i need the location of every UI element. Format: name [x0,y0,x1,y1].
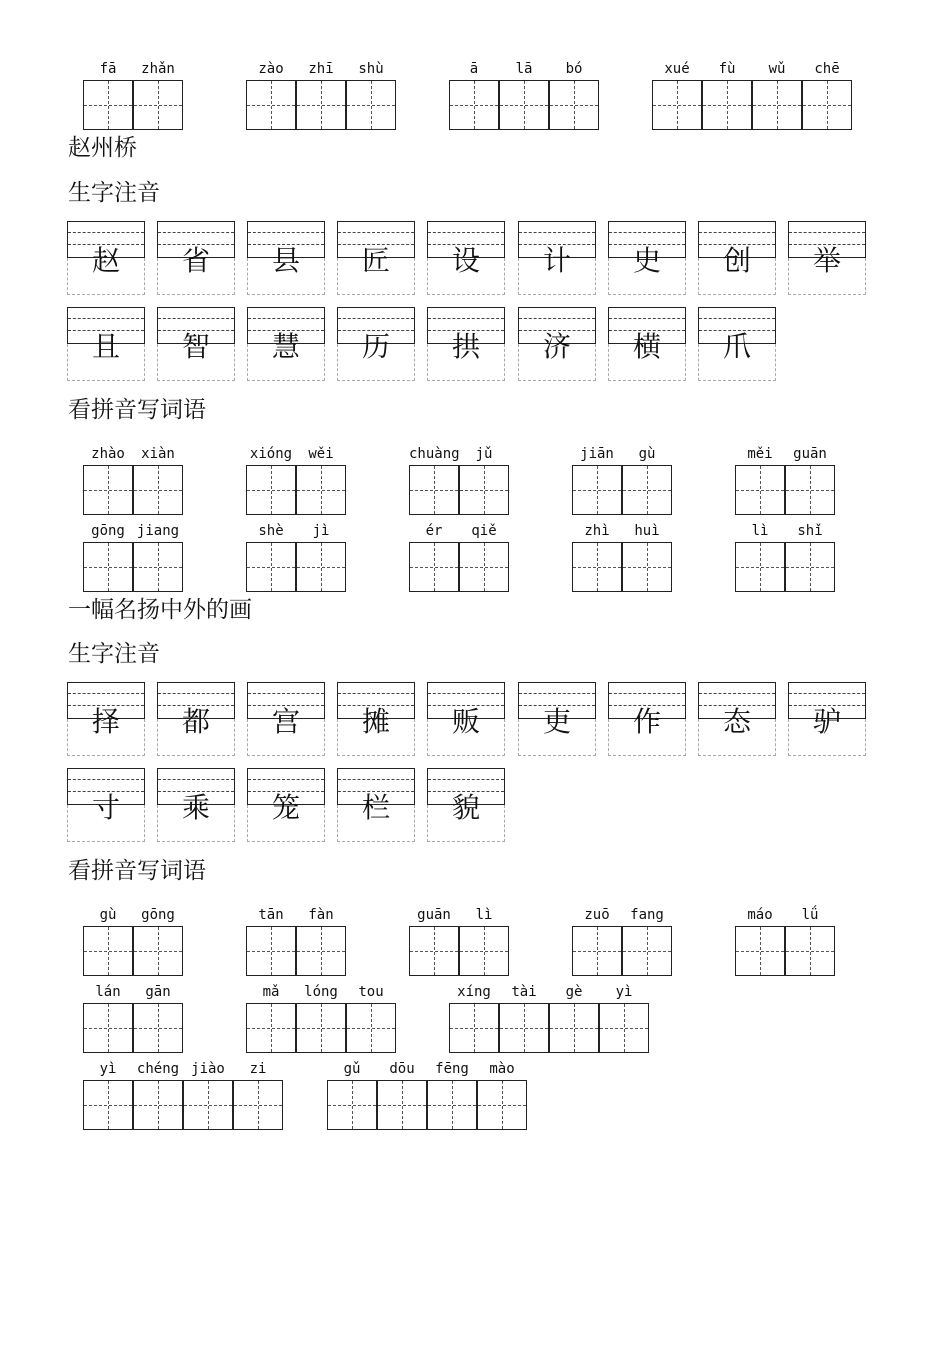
chinese-character: 择 [91,705,120,738]
guide-line [158,232,234,233]
tianzige-writing-box[interactable] [459,926,509,976]
tianzige-writing-box[interactable] [133,465,183,515]
tianzige-writing-box[interactable] [752,80,802,130]
chinese-character: 貌 [451,791,480,824]
chinese-character: 县 [271,244,300,277]
guide-line [428,318,504,319]
char-annotation-cell [608,307,686,381]
guide-line [297,105,345,106]
tianzige-writing-box[interactable] [346,1003,396,1053]
guide-line [609,693,685,694]
tianzige-writing-box[interactable] [296,465,346,515]
guide-line [247,105,295,106]
char-annotation-cell [608,682,686,756]
chinese-character: 计 [542,244,571,277]
pinyin-label: gè [565,984,583,1000]
pinyin-label: lā [515,61,533,77]
pinyin-label: shù [358,61,384,77]
pinyin-label: lóng [304,984,338,1000]
tianzige-writing-box[interactable] [246,80,296,130]
tianzige-writing-box[interactable] [183,1080,233,1130]
tianzige-writing-box[interactable] [459,465,509,515]
tianzige-writing-box[interactable] [599,1003,649,1053]
guide-line [500,1028,548,1029]
guide-line [478,1105,526,1106]
guide-line [573,567,621,568]
pinyin-label: fā [99,61,117,77]
pinyin-label: shè [258,523,284,539]
char-annotation-cell [698,221,776,295]
tianzige-writing-box[interactable] [622,465,672,515]
guide-line [134,105,182,106]
pinyin-label: wǔ [768,61,786,77]
pinyin-label: gù [99,907,117,923]
tianzige-writing-box[interactable] [499,1003,549,1053]
pinyin-label: gù [638,446,656,462]
char-annotation-cell [337,221,415,295]
guide-line [753,105,801,106]
guide-line [297,1028,345,1029]
char-annotation-cell [157,221,235,295]
tianzige-writing-box[interactable] [652,80,702,130]
pinyin-label: qiě [471,523,497,539]
guide-line [699,232,775,233]
char-annotation-cell [67,768,145,842]
char-annotation-cell [247,682,325,756]
pinyin-label: lì [475,907,493,923]
pinyin-label: xíng [457,984,491,1000]
chinese-character: 栏 [361,791,390,824]
tianzige-writing-box[interactable] [133,1003,183,1053]
char-annotation-cell [337,768,415,842]
tianzige-writing-box[interactable] [377,1080,427,1130]
pinyin-label: fēng [435,1061,469,1077]
tianzige-writing-box[interactable] [83,926,133,976]
guide-line [623,567,671,568]
char-annotation-cell [157,307,235,381]
pinyin-label: xiàn [141,446,175,462]
tianzige-writing-box[interactable] [83,1080,133,1130]
tianzige-writing-box[interactable] [246,465,296,515]
guide-line [699,693,775,694]
tianzige-writing-box[interactable] [549,80,599,130]
pinyin-label: zhào [91,446,125,462]
tianzige-writing-box[interactable] [133,1080,183,1130]
char-annotation-cell [518,307,596,381]
guide-line [68,693,144,694]
tianzige-writing-box[interactable] [296,80,346,130]
pinyin-label: jì [312,523,330,539]
guide-line [460,951,508,952]
tianzige-writing-box[interactable] [246,926,296,976]
pinyin-label: tān [258,907,284,923]
lesson1-chars-heading: 生字注音 [68,180,160,206]
guide-line [338,318,414,319]
chinese-character: 历 [361,330,390,363]
guide-line [247,567,295,568]
guide-line [347,105,395,106]
pinyin-label: zhì [584,523,610,539]
char-annotation-cell [518,682,596,756]
guide-line [786,567,834,568]
tianzige-writing-box[interactable] [477,1080,527,1130]
chinese-character: 爪 [722,330,751,363]
pinyin-label: fang [630,907,664,923]
guide-line [410,951,458,952]
pinyin-label: shǐ [797,523,823,539]
pinyin-label: xióng [249,446,293,462]
tianzige-writing-box[interactable] [622,542,672,592]
guide-line [134,1028,182,1029]
pinyin-label: dōu [389,1061,415,1077]
char-annotation-cell [67,682,145,756]
char-annotation-cell [247,307,325,381]
guide-line [134,567,182,568]
chinese-character: 济 [542,330,571,363]
tianzige-writing-box[interactable] [233,1080,283,1130]
pinyin-label: zhǎn [141,61,175,77]
pinyin-label: zào [258,61,284,77]
tianzige-writing-box[interactable] [246,1003,296,1053]
chinese-character: 吏 [542,705,571,738]
tianzige-writing-box[interactable] [346,80,396,130]
char-annotation-cell [788,682,866,756]
guide-line [84,490,132,491]
guide-line [803,105,851,106]
guide-line [184,1105,232,1106]
guide-line [338,779,414,780]
tianzige-writing-box[interactable] [327,1080,377,1130]
tianzige-writing-box[interactable] [296,926,346,976]
guide-line [84,951,132,952]
guide-line [84,567,132,568]
guide-line [297,951,345,952]
tianzige-writing-box[interactable] [133,80,183,130]
tianzige-writing-box[interactable] [572,926,622,976]
guide-line [609,232,685,233]
guide-line [158,779,234,780]
guide-line [328,1105,376,1106]
guide-line [158,693,234,694]
lesson2-words-heading: 看拼音写词语 [68,858,206,884]
guide-line [786,490,834,491]
tianzige-writing-box[interactable] [133,542,183,592]
guide-line [573,490,621,491]
guide-line [134,490,182,491]
guide-line [410,490,458,491]
guide-line [347,1028,395,1029]
char-annotation-cell [67,307,145,381]
char-annotation-cell [427,221,505,295]
chinese-character: 省 [181,244,210,277]
tianzige-writing-box[interactable] [83,465,133,515]
pinyin-label: jǔ [475,446,493,462]
char-annotation-cell [337,307,415,381]
chinese-character: 智 [181,330,210,363]
pinyin-label: lán [95,984,121,1000]
guide-line [158,318,234,319]
guide-line [736,490,784,491]
chinese-character: 贩 [451,705,480,738]
guide-line [460,567,508,568]
guide-line [134,951,182,952]
chinese-character: 创 [722,244,751,277]
guide-line [736,567,784,568]
pinyin-label: gōng [91,523,125,539]
pinyin-label: fù [718,61,736,77]
pinyin-label: tou [358,984,384,1000]
pinyin-label: zhī [308,61,334,77]
guide-line [519,318,595,319]
guide-line [500,105,548,106]
tianzige-writing-box[interactable] [702,80,752,130]
pinyin-label: gōng [141,907,175,923]
tianzige-writing-box[interactable] [785,465,835,515]
tianzige-writing-box[interactable] [427,1080,477,1130]
pinyin-label: tài [511,984,537,1000]
guide-line [573,951,621,952]
guide-line [297,490,345,491]
char-annotation-cell [608,221,686,295]
pinyin-label: fàn [308,907,334,923]
guide-line [338,232,414,233]
char-annotation-cell [427,682,505,756]
chinese-character: 横 [632,330,661,363]
pinyin-label: zuō [584,907,610,923]
chinese-character: 且 [91,330,120,363]
tianzige-writing-box[interactable] [735,926,785,976]
guide-line [68,318,144,319]
guide-line [450,105,498,106]
tianzige-writing-box[interactable] [133,926,183,976]
guide-line [248,232,324,233]
pinyin-label: jiào [191,1061,225,1077]
chinese-character: 宫 [271,705,300,738]
chinese-character: 拱 [451,330,480,363]
tianzige-writing-box[interactable] [622,926,672,976]
tianzige-writing-box[interactable] [83,542,133,592]
guide-line [338,693,414,694]
pinyin-label: měi [747,446,773,462]
guide-line [428,232,504,233]
tianzige-writing-box[interactable] [449,80,499,130]
guide-line [248,318,324,319]
tianzige-writing-box[interactable] [735,465,785,515]
guide-line [703,105,751,106]
pinyin-label: mǎ [262,984,280,1000]
tianzige-writing-box[interactable] [409,465,459,515]
chinese-character: 摊 [361,705,390,738]
pinyin-label: ā [469,61,479,77]
pinyin-label: lì [751,523,769,539]
guide-line [134,1105,182,1106]
lesson1-words-heading: 看拼音写词语 [68,397,206,423]
guide-line [789,232,865,233]
pinyin-label: jiang [136,523,180,539]
pinyin-label: lǘ [801,907,819,923]
tianzige-writing-box[interactable] [572,465,622,515]
pinyin-label: chuàng [409,446,460,462]
chinese-character: 态 [722,705,751,738]
chinese-character: 寸 [91,791,120,824]
lesson1-title: 赵州桥 [68,135,137,161]
chinese-character: 设 [451,244,480,277]
guide-line [234,1105,282,1106]
tianzige-writing-box[interactable] [735,542,785,592]
tianzige-writing-box[interactable] [572,542,622,592]
pinyin-label: xué [664,61,690,77]
guide-line [247,1028,295,1029]
tianzige-writing-box[interactable] [409,926,459,976]
guide-line [550,1028,598,1029]
pinyin-label: chéng [136,1061,180,1077]
pinyin-label: máo [747,907,773,923]
guide-line [378,1105,426,1106]
guide-line [699,318,775,319]
char-annotation-cell [518,221,596,295]
tianzige-writing-box[interactable] [802,80,852,130]
char-annotation-cell [698,307,776,381]
char-annotation-cell [788,221,866,295]
guide-line [428,1105,476,1106]
guide-line [84,1105,132,1106]
char-annotation-cell [157,768,235,842]
tianzige-writing-box[interactable] [785,542,835,592]
chinese-character: 都 [181,705,210,738]
guide-line [789,693,865,694]
chinese-character: 乘 [181,791,210,824]
pinyin-label: gǔ [343,1061,361,1077]
guide-line [623,490,671,491]
chinese-character: 笼 [271,791,300,824]
pinyin-label: gān [145,984,171,1000]
lesson2-title: 一幅名扬中外的画 [68,597,252,623]
pinyin-label: yì [99,1061,117,1077]
chinese-character: 慧 [271,330,300,363]
pinyin-label: ér [425,523,443,539]
char-annotation-cell [337,682,415,756]
chinese-character: 驴 [812,705,841,738]
char-annotation-cell [157,682,235,756]
char-annotation-cell [427,768,505,842]
tianzige-writing-box[interactable] [83,1003,133,1053]
pinyin-label: zi [249,1061,267,1077]
char-annotation-cell [247,768,325,842]
guide-line [248,693,324,694]
char-annotation-cell [67,221,145,295]
pinyin-label: guān [417,907,451,923]
guide-line [653,105,701,106]
guide-line [609,318,685,319]
pinyin-label: chē [814,61,840,77]
char-annotation-cell [427,307,505,381]
tianzige-writing-box[interactable] [409,542,459,592]
guide-line [786,951,834,952]
guide-line [460,490,508,491]
pinyin-label: yì [615,984,633,1000]
chinese-character: 史 [632,244,661,277]
guide-line [623,951,671,952]
guide-line [410,567,458,568]
guide-line [519,693,595,694]
guide-line [247,490,295,491]
pinyin-label: jiān [580,446,614,462]
tianzige-writing-box[interactable] [499,80,549,130]
pinyin-label: wěi [308,446,334,462]
char-annotation-cell [698,682,776,756]
pinyin-label: guān [793,446,827,462]
chinese-character: 赵 [91,244,120,277]
tianzige-writing-box[interactable] [449,1003,499,1053]
guide-line [248,779,324,780]
guide-line [84,1028,132,1029]
guide-line [519,232,595,233]
guide-line [428,779,504,780]
chinese-character: 举 [812,244,841,277]
guide-line [736,951,784,952]
guide-line [550,105,598,106]
pinyin-label: mào [489,1061,515,1077]
guide-line [450,1028,498,1029]
tianzige-writing-box[interactable] [296,542,346,592]
tianzige-writing-box[interactable] [296,1003,346,1053]
char-annotation-cell [247,221,325,295]
guide-line [68,232,144,233]
pinyin-label: bó [565,61,583,77]
guide-line [84,105,132,106]
tianzige-writing-box[interactable] [459,542,509,592]
chinese-character: 作 [632,705,661,738]
tianzige-writing-box[interactable] [83,80,133,130]
lesson2-chars-heading: 生字注音 [68,641,160,667]
chinese-character: 匠 [361,244,390,277]
guide-line [297,567,345,568]
guide-line [68,779,144,780]
guide-line [600,1028,648,1029]
pinyin-label: huì [634,523,660,539]
tianzige-writing-box[interactable] [549,1003,599,1053]
guide-line [428,693,504,694]
tianzige-writing-box[interactable] [246,542,296,592]
tianzige-writing-box[interactable] [785,926,835,976]
guide-line [247,951,295,952]
